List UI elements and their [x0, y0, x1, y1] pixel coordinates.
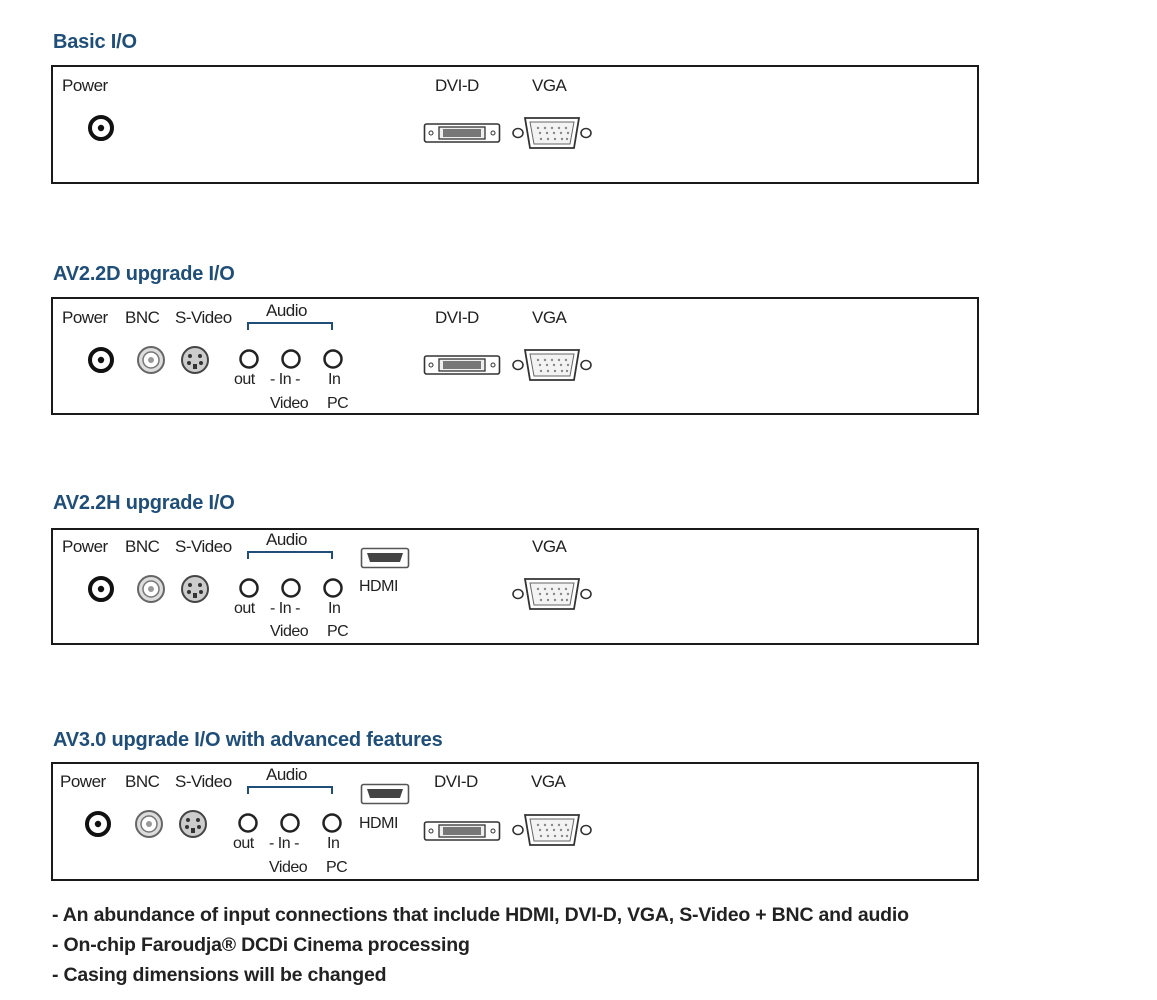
audio-out-jack-icon: [238, 348, 260, 370]
audio-bracket: [247, 322, 333, 330]
vga-label: VGA: [532, 308, 567, 327]
vga-label: VGA: [532, 537, 567, 556]
feature-item: - On-chip Faroudja® DCDi Cinema processing: [52, 934, 470, 956]
dvi-label: DVI-D: [435, 308, 479, 327]
audio-pc-label: PC: [327, 623, 349, 640]
audio-label: Audio: [266, 301, 307, 320]
svideo-label: S-Video: [175, 537, 232, 556]
dvi-port-icon: [423, 819, 501, 843]
dvi-port-icon: [423, 121, 501, 145]
svideo-label: S-Video: [175, 308, 232, 327]
vga-label: VGA: [531, 772, 566, 791]
audio-in-label: - In -: [270, 600, 300, 617]
audio-in-pc-jack-icon: [321, 812, 343, 834]
audio-in-pc-jack-icon: [322, 348, 344, 370]
hdmi-label: HDMI: [359, 578, 398, 595]
vga-port-icon: [511, 114, 593, 152]
section-title-av30: AV3.0 upgrade I/O with advanced features: [53, 729, 443, 751]
panel-av22h-io: [51, 528, 979, 645]
hdmi-port-icon: [360, 547, 410, 569]
dvi-port-icon: [423, 353, 501, 377]
audio-in-video-jack-icon: [279, 812, 301, 834]
vga-label: VGA: [532, 76, 567, 95]
audio-video-label: Video: [269, 859, 308, 876]
audio-bracket: [247, 551, 333, 559]
svideo-connector-icon: [179, 344, 211, 376]
section-title-av22h: AV2.2H upgrade I/O: [53, 492, 235, 514]
dvi-label: DVI-D: [434, 772, 478, 791]
audio-out-label: out: [234, 371, 255, 388]
power-label: Power: [60, 772, 106, 791]
power-jack-icon: [87, 346, 115, 374]
vga-port-icon: [511, 575, 593, 613]
feature-list: [52, 900, 909, 990]
vga-port-icon: [511, 346, 593, 384]
audio-label: Audio: [266, 530, 307, 549]
audio-in-video-jack-icon: [280, 348, 302, 370]
vga-port-icon: [511, 811, 593, 849]
section-title-av22d: AV2.2D upgrade I/O: [53, 263, 235, 285]
svideo-connector-icon: [179, 573, 211, 605]
bnc-label: BNC: [125, 308, 160, 327]
audio-in-label: In: [327, 835, 340, 852]
bnc-connector-icon: [135, 573, 167, 605]
audio-in-label: In: [328, 600, 341, 617]
power-label: Power: [62, 537, 108, 556]
svideo-connector-icon: [177, 808, 209, 840]
audio-out-label: out: [233, 835, 254, 852]
feature-item: - Casing dimensions will be changed: [52, 964, 387, 986]
bnc-label: BNC: [125, 772, 160, 791]
audio-out-jack-icon: [238, 577, 260, 599]
audio-out-label: out: [234, 600, 255, 617]
panel-basic-io: [51, 65, 979, 184]
bnc-connector-icon: [133, 808, 165, 840]
hdmi-label: HDMI: [359, 815, 398, 832]
bnc-label: BNC: [125, 537, 160, 556]
dvi-label: DVI-D: [435, 76, 479, 95]
audio-in-video-jack-icon: [280, 577, 302, 599]
audio-video-label: Video: [270, 623, 309, 640]
feature-item: - An abundance of input connections that include HDMI, DVI-D, VGA, S-Video + BNC and audio: [52, 904, 909, 926]
power-jack-icon: [87, 575, 115, 603]
audio-in-label: In: [328, 371, 341, 388]
panel-av30-io: [51, 762, 979, 881]
audio-in-pc-jack-icon: [322, 577, 344, 599]
audio-bracket: [247, 786, 333, 794]
hdmi-port-icon: [360, 783, 410, 805]
svideo-label: S-Video: [175, 772, 232, 791]
audio-label: Audio: [266, 765, 307, 784]
panel-av22d-io: [51, 297, 979, 415]
audio-in-label: - In -: [269, 835, 299, 852]
audio-pc-label: PC: [327, 395, 349, 412]
audio-in-label: - In -: [270, 371, 300, 388]
power-label: Power: [62, 76, 108, 95]
audio-video-label: Video: [270, 395, 309, 412]
section-title-basic: Basic I/O: [53, 31, 137, 53]
bnc-connector-icon: [135, 344, 167, 376]
power-jack-icon: [87, 114, 115, 142]
audio-pc-label: PC: [326, 859, 348, 876]
power-jack-icon: [84, 810, 112, 838]
audio-out-jack-icon: [237, 812, 259, 834]
power-label: Power: [62, 308, 108, 327]
